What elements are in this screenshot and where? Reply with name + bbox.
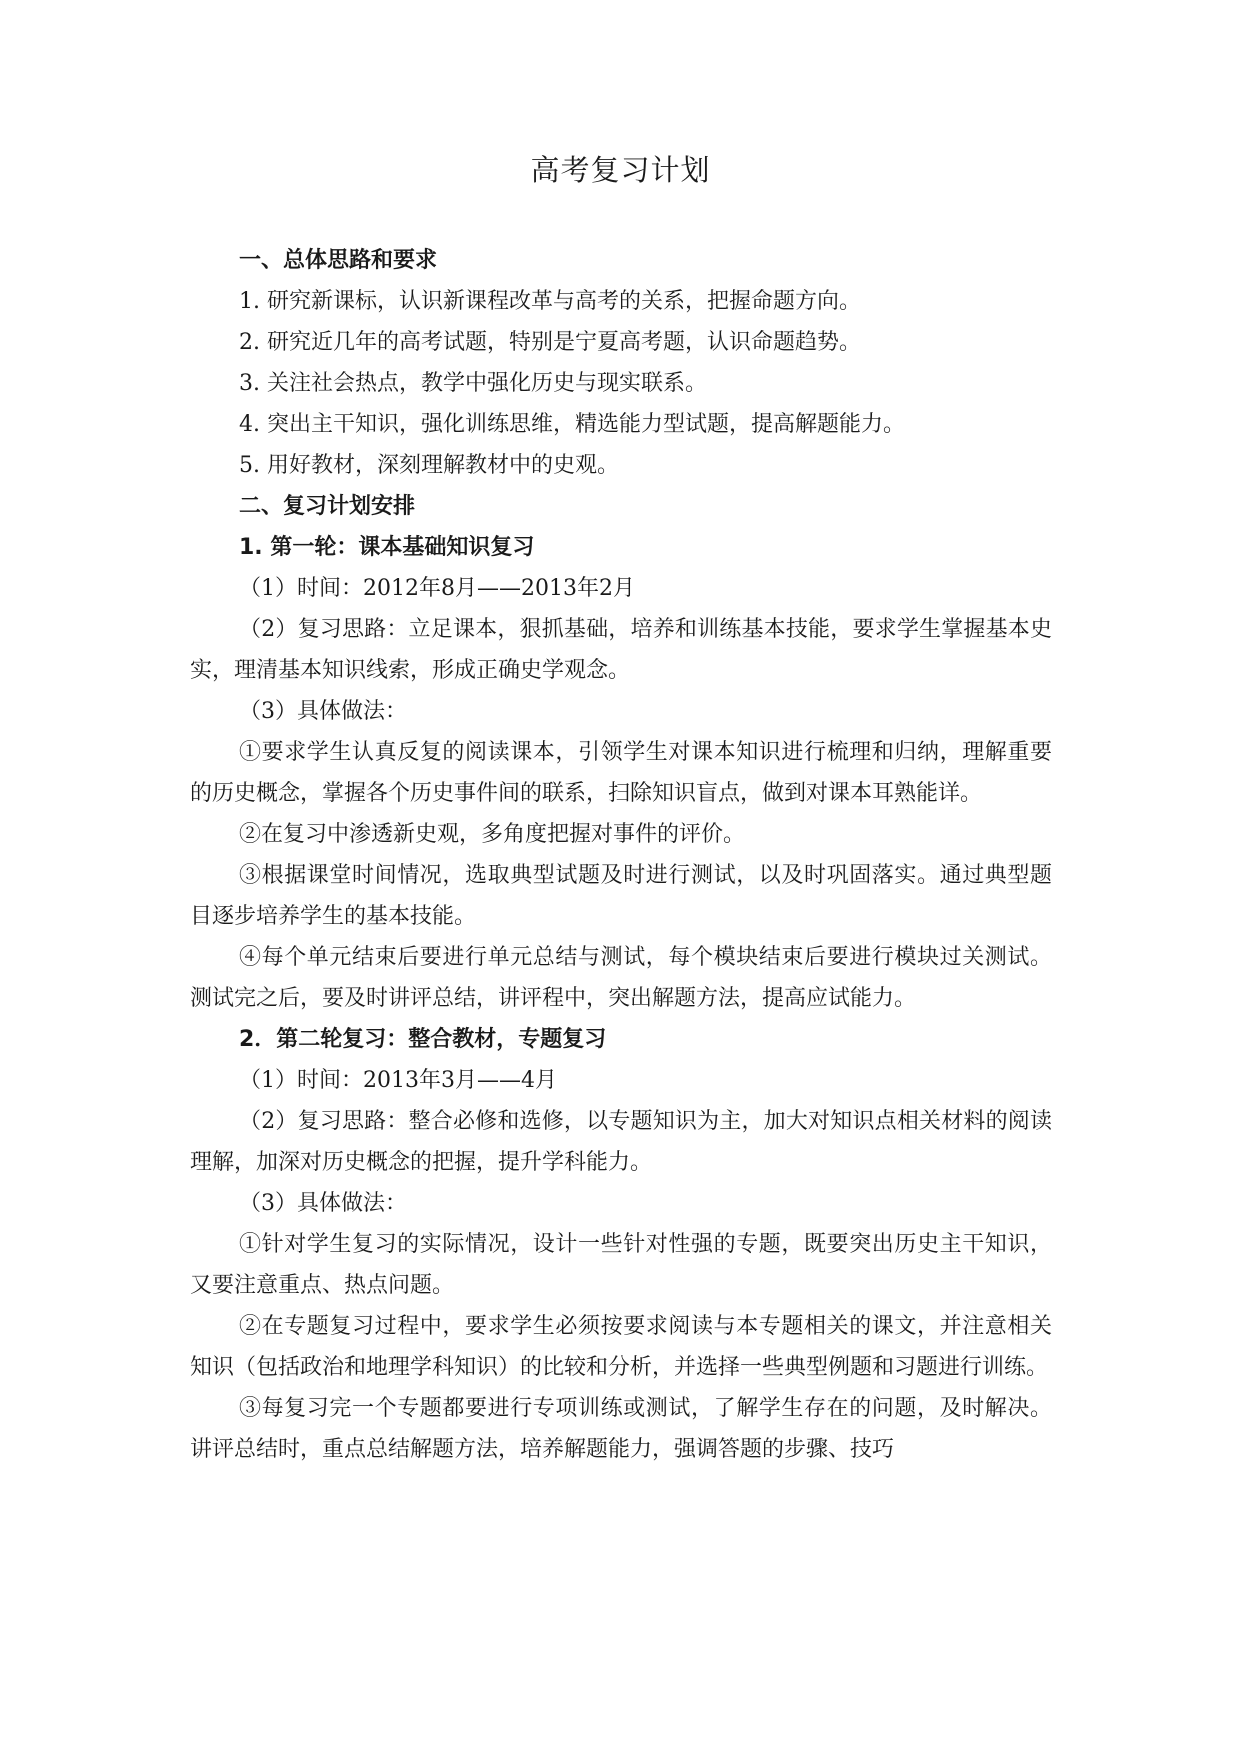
round-2-method: ①针对学生复习的实际情况，设计一些针对性强的专题，既要突出历史主干知识，又要注意重点、热点问题。 bbox=[190, 1232, 1052, 1298]
round-1-idea: （2）复习思路：立足课本，狠抓基础，培养和训练基本技能，要求学生掌握基本史实，理清基本知识线索，形成正确史学观念。 bbox=[190, 617, 1052, 683]
round-1-method: ③根据课堂时间情况，选取典型试题及时进行测试，以及时巩固落实。通过典型题目逐步培养学生的基本技能。 bbox=[190, 863, 1052, 929]
section-1-item: 1. 研究新课标，认识新课程改革与高考的关系，把握命题方向。 bbox=[239, 289, 861, 314]
round-1-methods-label: （3）具体做法： bbox=[239, 699, 407, 724]
section-1-item: 4. 突出主干知识，强化训练思维，精选能力型试题，提高解题能力。 bbox=[239, 412, 905, 437]
round-1-heading: 1. 第一轮：课本基础知识复习 bbox=[239, 535, 535, 560]
document-body bbox=[190, 240, 1052, 1470]
round-2-method: ③每复习完一个专题都要进行专项训练或测试，了解学生存在的问题，及时解决。讲评总结时，重点总结解题方法，培养解题能力，强调答题的步骤、技巧 bbox=[190, 1396, 1052, 1462]
section-1-item: 2. 研究近几年的高考试题，特别是宁夏高考题，认识命题趋势。 bbox=[239, 330, 861, 355]
round-1-time: （1）时间：2012年8月——2013年2月 bbox=[239, 576, 635, 601]
section-1-heading: 一、总体思路和要求 bbox=[239, 248, 438, 273]
round-2-heading: 2．第二轮复习：整合教材，专题复习 bbox=[239, 1027, 607, 1052]
section-1-item: 3. 关注社会热点，教学中强化历史与现实联系。 bbox=[239, 371, 707, 396]
round-2-time: （1）时间：2013年3月——4月 bbox=[239, 1068, 557, 1093]
section-1-item: 5. 用好教材，深刻理解教材中的史观。 bbox=[239, 453, 619, 478]
section-2-heading: 二、复习计划安排 bbox=[239, 494, 416, 519]
round-2-method: ②在专题复习过程中，要求学生必须按要求阅读与本专题相关的课文，并注意相关知识（包括政治和地理学科知识）的比较和分析，并选择一些典型例题和习题进行训练。 bbox=[190, 1314, 1052, 1380]
round-2-idea: （2）复习思路：整合必修和选修，以专题知识为主，加大对知识点相关材料的阅读理解，加深对历史概念的把握，提升学科能力。 bbox=[190, 1109, 1052, 1175]
round-2-methods-label: （3）具体做法： bbox=[239, 1191, 407, 1216]
round-1-method: ①要求学生认真反复的阅读课本，引领学生对课本知识进行梳理和归纳，理解重要的历史概念，掌握各个历史事件间的联系，扫除知识盲点，做到对课本耳熟能详。 bbox=[190, 740, 1052, 806]
page-title: 高考复习计划 bbox=[530, 153, 711, 187]
round-1-method: ④每个单元结束后要进行单元总结与测试，每个模块结束后要进行模块过关测试。测试完之后，要及时讲评总结，讲评程中，突出解题方法，提高应试能力。 bbox=[190, 945, 1052, 1011]
round-1-method: ②在复习中渗透新史观，多角度把握对事件的评价。 bbox=[239, 822, 746, 847]
